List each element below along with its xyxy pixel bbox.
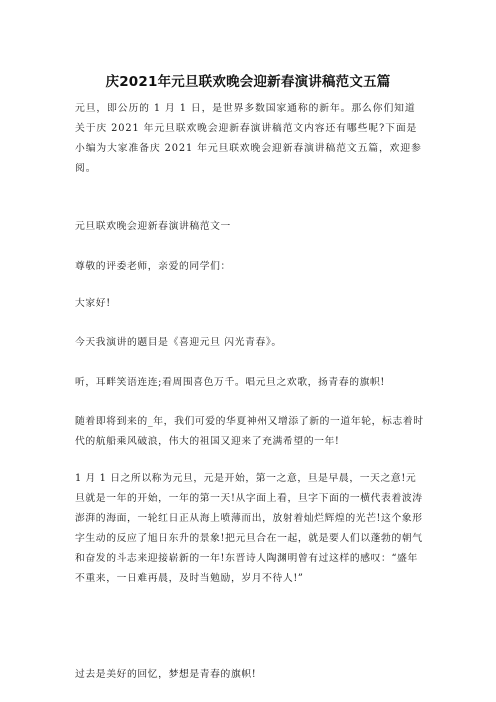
section-heading: 元旦联欢晚会迎新春演讲稿范文一 (75, 221, 231, 232)
body-paragraph: 随着即将到来的_年，我们可爱的华夏神州又增添了新的一道年轮，标志着时代的航船乘风破浪，伟大的祖国又迎来了充满希望的一年! (75, 416, 424, 447)
intro-paragraph: 元旦，即公历的 1 月 1 日，是世界多数国家通称的新年。那么你们知道关于庆 2021 年元旦联欢晚会迎新春演讲稿范文内容还有哪些呢?下面是小编为大家准备庆 2021 年元旦联欢晚会迎新春演讲稿范文五篇，欢迎参阅。 (75, 103, 422, 174)
document-title: 庆2021年元旦联欢晚会迎新春演讲稿范文五篇 (105, 74, 391, 90)
speech-topic-paragraph: 今天我演讲的题目是《喜迎元旦 闪光青春》。 (75, 337, 282, 348)
body-paragraph: 过去是美好的回忆，梦想是青春的旗帜! (75, 669, 257, 680)
body-paragraph: 听，耳畔笑语连连;看周围喜色万千。唱元旦之欢歌，扬青春的旗帜! (75, 377, 385, 388)
salutation-paragraph: 尊敬的评委老师，亲爱的同学们： (75, 261, 231, 272)
greeting-paragraph: 大家好! (75, 298, 111, 309)
body-paragraph: 1 月 1 日之所以称为元旦，元是开始，第一之意，旦是早晨，一天之意!元旦就是一年的开始，一年的第一天!从字面上看，旦字下面的一横代表着波涛澎湃的海面，一轮红日正从海上喷薄而出，放射着灿烂辉煌的光芒!这个象形字生动的反应了旭日东升的景象!把元旦合在一起，就是要人们以蓬勃的朝气和奋发的斗志来迎接崭新的一年!东晋诗人陶渊明曾有过这样的感叹：“盛年不重来，一日难再晨，及时当勉励，岁月不待人!” (75, 473, 423, 584)
